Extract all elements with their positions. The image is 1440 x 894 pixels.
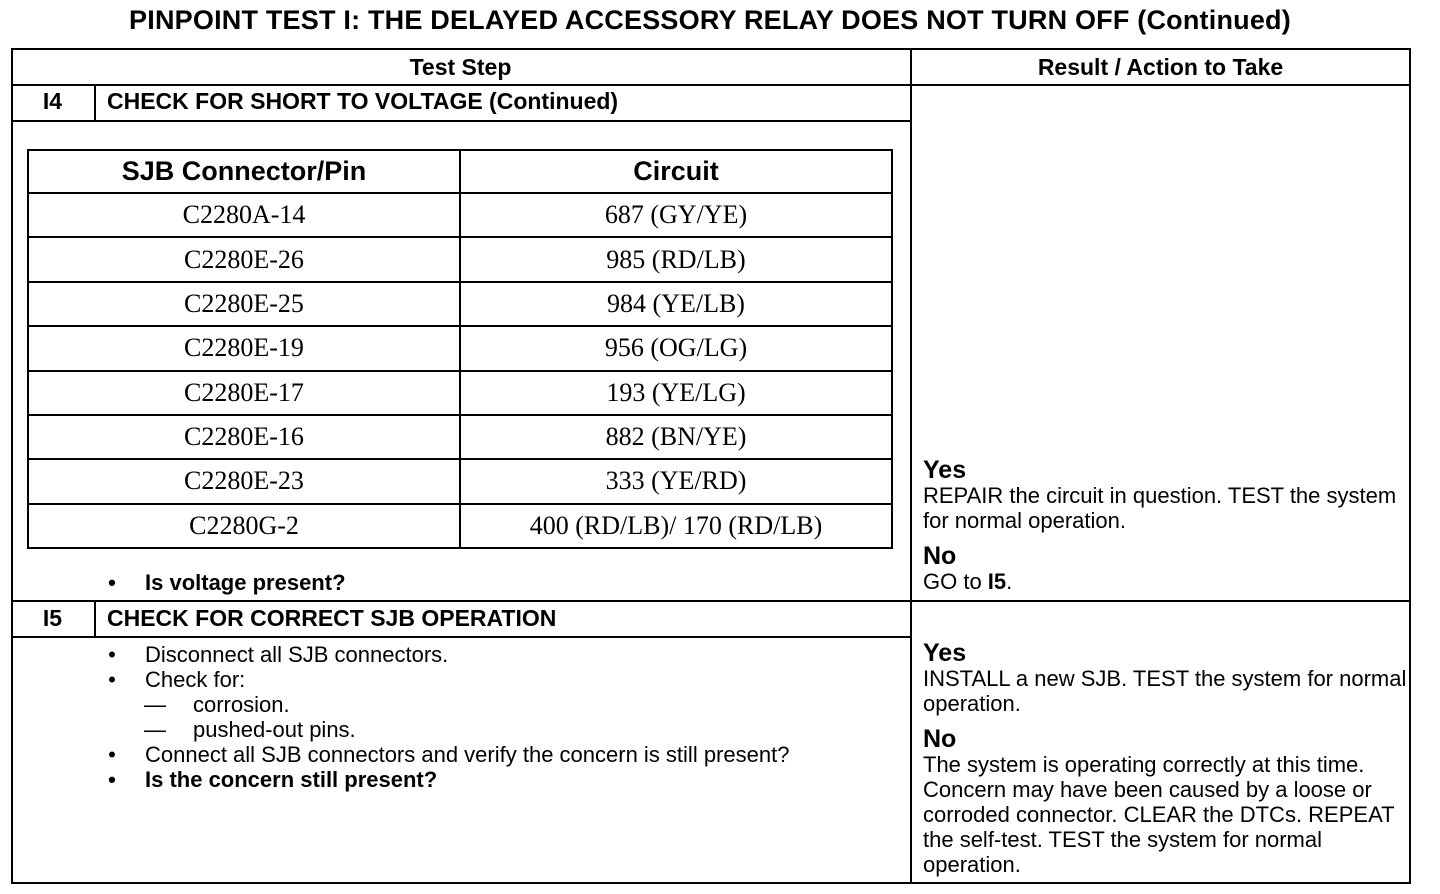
table-row — [29, 193, 891, 237]
step-i5-title: CHECK FOR CORRECT SJB OPERATION — [107, 605, 557, 631]
i5-bullet-3: Connect all SJB connectors and verify the concern is still present? — [145, 742, 790, 767]
i4-no-text-suffix: . — [1006, 569, 1013, 594]
bullet-marker: • — [108, 742, 116, 767]
connector-pin: C2280E-19 — [29, 326, 460, 370]
i4-title-divider — [11, 120, 912, 122]
circuit: 985 (RD/LB) — [460, 237, 891, 281]
connector-pin: C2280G-2 — [29, 504, 460, 547]
table-row — [29, 415, 891, 459]
column-header-connector: SJB Connector/Pin — [29, 151, 460, 193]
connector-pin: C2280E-23 — [29, 459, 460, 503]
step-i4-title: CHECK FOR SHORT TO VOLTAGE (Continued) — [107, 88, 619, 114]
table-row — [29, 326, 891, 370]
i4-no-label: No — [923, 542, 957, 570]
connector-circuit-table — [27, 149, 893, 549]
header-test-step: Test Step — [409, 54, 512, 80]
list-item — [105, 742, 805, 767]
circuit: 956 (OG/LG) — [460, 326, 891, 370]
bullet-marker: • — [108, 642, 116, 667]
i4-yes-label: Yes — [923, 456, 967, 484]
table-row — [29, 459, 891, 503]
i5-dash-2: pushed-out pins. — [193, 717, 356, 742]
connector-pin: C2280E-16 — [29, 415, 460, 459]
table-row — [29, 504, 891, 547]
column-divider — [910, 48, 912, 884]
table-row — [29, 371, 891, 415]
list-item — [105, 717, 805, 742]
step-i4-id: I4 — [42, 88, 63, 114]
i5-instruction-list — [105, 642, 805, 792]
i5-id-divider — [94, 600, 96, 638]
table-row — [29, 282, 891, 326]
i4-question-list — [105, 570, 346, 595]
table-header-row — [29, 151, 891, 193]
i5-dash-1: corrosion. — [193, 692, 290, 717]
bullet-marker: • — [108, 767, 116, 792]
i5-bullet-1: Disconnect all SJB connectors. — [145, 642, 449, 667]
i5-question: Is the concern still present? — [145, 767, 438, 792]
list-item — [105, 667, 805, 692]
i4-yes-text: REPAIR the circuit in question. TEST the system for normal operation. — [923, 483, 1397, 533]
circuit: 882 (BN/YE) — [460, 415, 891, 459]
i5-no-text: The system is operating correctly at this time. Concern may have been caused by a loose or corroded connector. CLEAR the DTCs. REPEAT the self-test. TEST the system for normal operation. — [923, 752, 1395, 877]
i4-id-divider — [94, 84, 96, 122]
i5-yes-label: Yes — [923, 639, 967, 667]
page-title: PINPOINT TEST I: THE DELAYED ACCESSORY RELAY DOES NOT TURN OFF (Continued) — [129, 5, 1291, 35]
i5-no-label: No — [923, 725, 957, 753]
i5-title-divider — [11, 636, 912, 638]
step-i5-id: I5 — [42, 605, 63, 631]
i5-bullet-2: Check for: — [145, 667, 246, 692]
i5-result — [923, 640, 1408, 877]
connector-pin: C2280E-25 — [29, 282, 460, 326]
row-divider — [11, 600, 1411, 602]
table-row — [29, 237, 891, 281]
i4-no-text-prefix: GO to — [923, 569, 988, 594]
list-item — [105, 570, 346, 595]
list-item — [105, 692, 805, 717]
connector-pin: C2280A-14 — [29, 193, 460, 237]
list-item — [105, 642, 805, 667]
i4-no-text — [923, 569, 1408, 594]
i4-no-target: I5 — [987, 569, 1007, 594]
circuit: 687 (GY/YE) — [460, 193, 891, 237]
bullet-marker: • — [108, 570, 116, 595]
list-item — [105, 767, 805, 792]
circuit: 333 (YE/RD) — [460, 459, 891, 503]
connector-pin: C2280E-26 — [29, 237, 460, 281]
bullet-marker: • — [108, 667, 116, 692]
header-result: Result / Action to Take — [1037, 54, 1284, 80]
column-header-circuit: Circuit — [460, 151, 891, 193]
circuit: 400 (RD/LB)/ 170 (RD/LB) — [460, 504, 891, 547]
circuit: 193 (YE/LG) — [460, 371, 891, 415]
circuit: 984 (YE/LB) — [460, 282, 891, 326]
i4-result — [923, 457, 1408, 594]
header-divider — [11, 84, 1411, 86]
connector-pin: C2280E-17 — [29, 371, 460, 415]
dash-marker: — — [144, 692, 166, 717]
i5-yes-text: INSTALL a new SJB. TEST the system for normal operation. — [923, 666, 1407, 716]
i4-question: Is voltage present? — [145, 570, 346, 595]
dash-marker: — — [144, 717, 166, 742]
